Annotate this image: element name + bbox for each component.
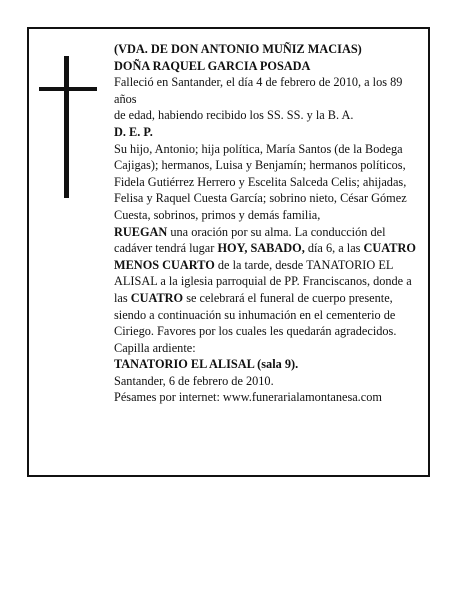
sacraments-line: de edad, habiendo recibido los SS. SS. y la B. A. — [114, 108, 354, 123]
condolences-line: Pésames por internet: www.funerarialamontanesa.com — [114, 390, 382, 405]
death-line: Falleció en Santander, el día 4 de febrero de 2010, a los 89 años — [114, 75, 403, 106]
chapel-line: TANATORIO EL ALISAL (sala 9). — [114, 357, 299, 372]
day-text: día 6, a las — [304, 241, 364, 256]
obituary-notice — [27, 27, 430, 477]
cortege-time: CUATRO MENOS CUARTO — [114, 241, 416, 272]
rip-line: D. E. P. — [114, 124, 153, 139]
hoy-sabado-label: HOY, SABADO, — [217, 241, 305, 256]
prayer-text: una oración por su alma. La conducción del cadáver tendrá lugar — [114, 224, 386, 256]
widow-of-line: (VDA. DE DON ANTONIO MUÑIZ MACIAS) — [114, 42, 362, 56]
cross-horizontal-bar — [39, 87, 97, 91]
funeral-text: se celebrará el funeral de cuerpo presente, siendo a continuación su inhumación en el cementerio de Ciriego. Favores por los cuales les quedarán agradecidos. Capilla ardiente: — [114, 290, 397, 355]
family-paragraph: Su hijo, Antonio; hija política, María Santos (de la Bodega Cajigas); hermanos, Luisa y Benjamín; hermanos políticos, Fidela Gutiérrez Herrero y Escelita Salceda Celis; ahijadas, Felisa y Raquel Cuesta García; sobrino nieto, César Gómez Cuesta, sobrinos, primos y demás familia, — [114, 141, 407, 222]
service-paragraph — [114, 224, 422, 357]
route-text: de la tarde, desde TANATORIO EL ALISAL a la iglesia parroquial de PP. Franciscanos, donde a las — [114, 257, 412, 305]
date-line: Santander, 6 de febrero de 2010. — [114, 373, 274, 388]
ruegan-label: RUEGAN — [114, 224, 168, 239]
funeral-time: CUATRO — [130, 290, 184, 305]
cross-vertical-bar — [64, 56, 69, 198]
deceased-name: DOÑA RAQUEL GARCIA POSADA — [114, 58, 311, 73]
notice-text — [114, 41, 422, 406]
cross-icon — [39, 56, 97, 198]
